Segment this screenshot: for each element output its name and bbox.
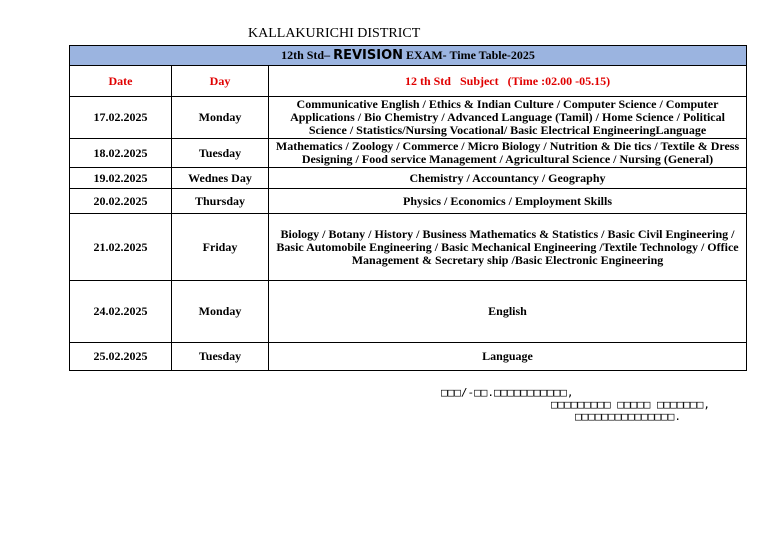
row-day: Monday xyxy=(172,281,269,343)
district-title: KALLAKURICHI DISTRICT xyxy=(248,26,421,41)
table-row xyxy=(70,189,747,214)
row-day: Friday xyxy=(172,214,269,281)
timetable-banner xyxy=(70,46,747,66)
banner-title xyxy=(70,46,747,66)
banner-suffix: EXAM- Time Table-2025 xyxy=(406,48,535,62)
row-subject: Language xyxy=(269,343,747,371)
row-subject: Biology / Botany / History / Business Mathematics & Statistics / Basic Civil Engineering / Basic Automobile Engineering / Basic Mechanical Engineering /Textile Technology / Office Management & Secretary ship /Basic Electronic Engineering xyxy=(269,214,747,281)
signature-line-1: □□□/-□□.□□□□□□□□□□□, xyxy=(441,386,574,399)
row-date: 19.02.2025 xyxy=(70,168,172,189)
table-row xyxy=(70,214,747,281)
table-row xyxy=(70,281,747,343)
row-date: 17.02.2025 xyxy=(70,97,172,139)
banner-highlight: REVISION xyxy=(333,48,404,63)
row-date: 18.02.2025 xyxy=(70,139,172,168)
row-day: Thursday xyxy=(172,189,269,214)
header-day: Day xyxy=(172,66,269,97)
row-date: 20.02.2025 xyxy=(70,189,172,214)
table-row xyxy=(70,139,747,168)
row-date: 25.02.2025 xyxy=(70,343,172,371)
row-day: Wednes Day xyxy=(172,168,269,189)
row-date: 21.02.2025 xyxy=(70,214,172,281)
row-subject: Mathematics / Zoology / Commerce / Micro Biology / Nutrition & Die tics / Textile & Dress Designing / Food service Management / Agricultural Science / Nursing (General) xyxy=(269,139,747,168)
timetable xyxy=(69,45,747,371)
table-row xyxy=(70,168,747,189)
header-row xyxy=(70,66,747,97)
header-date: Date xyxy=(70,66,172,97)
banner-prefix: 12th Std– xyxy=(281,48,331,62)
table-row xyxy=(70,97,747,139)
row-day: Tuesday xyxy=(172,343,269,371)
row-subject: Communicative English / Ethics & Indian Culture / Computer Science / Computer Applications / Bio Chemistry / Advanced Language (Tamil) / Home Science / Political Science / Statistics/Nursing Vocational/ Basic Electrical EngineeringLanguage xyxy=(269,97,747,139)
row-subject: English xyxy=(269,281,747,343)
row-date: 24.02.2025 xyxy=(70,281,172,343)
row-day: Tuesday xyxy=(172,139,269,168)
header-subject: 12 th Std Subject (Time :02.00 -05.15) xyxy=(269,66,747,97)
signature-line-2: □□□□□□□□□ □□□□□ □□□□□□□, xyxy=(551,398,710,411)
signature-line-3: □□□□□□□□□□□□□□□. xyxy=(575,410,681,423)
row-subject: Chemistry / Accountancy / Geography xyxy=(269,168,747,189)
row-subject: Physics / Economics / Employment Skills xyxy=(269,189,747,214)
table-row xyxy=(70,343,747,371)
row-day: Monday xyxy=(172,97,269,139)
